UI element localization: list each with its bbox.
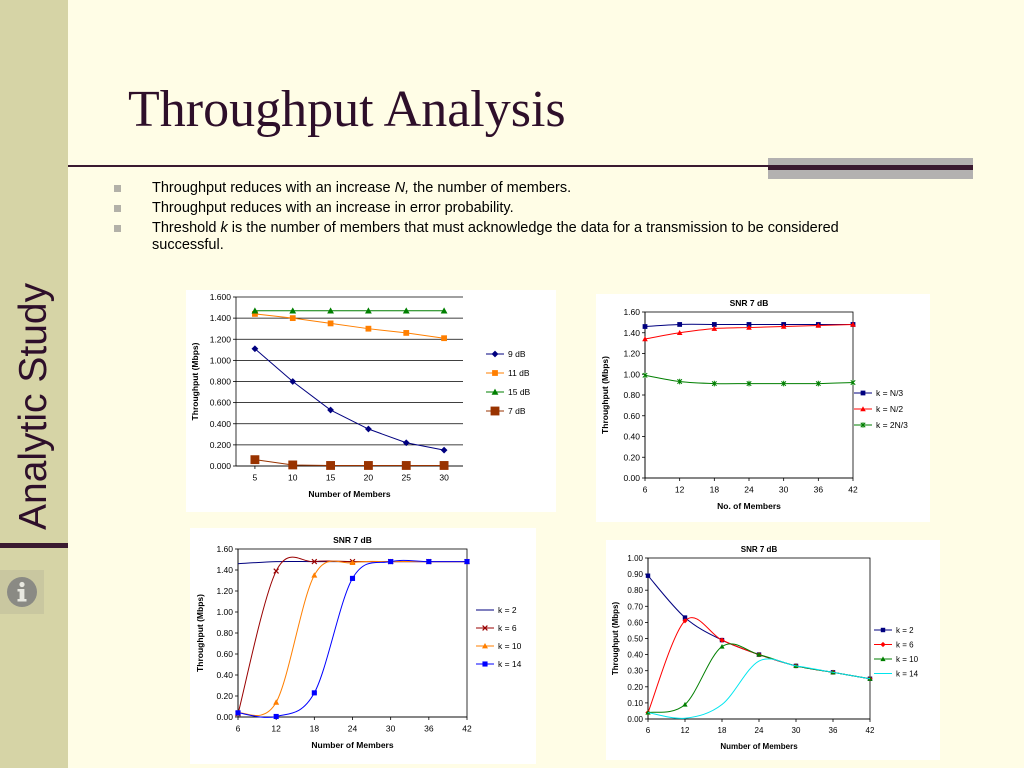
chart-canvas [606,540,940,760]
legend-label: k = 14 [498,659,522,669]
legend-label: 7 dB [508,406,526,416]
data-point [366,326,372,332]
data-point [646,574,650,578]
legend-label: k = 2N/3 [876,420,908,430]
data-point [235,710,240,715]
chart-canvas [186,290,556,512]
legend-label: k = N/2 [876,404,904,414]
y-tick-label: 0.60 [623,410,640,421]
data-point [643,324,648,329]
y-tick-label: 1.20 [623,348,640,359]
x-tick-label: 6 [645,726,651,735]
y-tick-label: 0.40 [623,431,640,442]
x-tick-label: 5 [252,472,258,483]
chart-throughput-vs-members-snr [186,290,556,512]
data-point [441,335,447,341]
chart-snr7-fixed-thresholds-low [606,540,940,760]
y-tick-label: 1.60 [216,544,233,554]
x-tick-label: 10 [288,472,298,483]
y-tick-label: 0.200 [209,439,231,450]
x-tick-label: 15 [325,472,336,483]
legend-label: k = 14 [896,669,919,679]
bullet-text-italic: k [220,220,228,236]
chart-snr7-threshold-ratios [596,294,930,522]
bullet-text: Threshold [152,220,221,236]
x-tick-label: 18 [717,726,727,735]
y-tick-label: 1.00 [216,607,233,617]
data-point [403,330,409,336]
bullet-list [110,180,890,257]
x-tick-label: 24 [347,723,358,734]
y-axis-label: Throughput (Mbps) [600,356,610,434]
y-tick-label: 0.40 [627,650,643,660]
legend-marker [492,370,498,376]
legend-marker [491,407,500,416]
chart-title: SNR 7 dB [333,535,372,545]
legend-label: k = 10 [498,641,522,651]
chart-snr7-fixed-thresholds [190,528,536,764]
y-tick-label: 0.00 [216,712,233,722]
bullet-text-italic: N, [394,180,410,196]
bullet-item [110,180,890,197]
y-tick-label: 0.600 [209,397,231,408]
legend-label: k = N/3 [876,388,904,398]
y-axis-label: Throughput (Mbps) [611,601,620,676]
sidebar-title: Analytic Study [12,282,55,530]
x-tick-label: 42 [462,723,472,734]
x-tick-label: 36 [828,726,838,735]
data-point [326,461,335,470]
x-axis-label: No. of Members [717,501,781,511]
bullet-text: is the number of members that must acknowledge the data for a transmission to be considered successful. [152,220,839,253]
chart-canvas [596,294,930,522]
data-point [440,461,449,470]
x-tick-label: 42 [865,726,875,735]
title-divider-accent [768,167,973,170]
x-tick-label: 6 [235,723,241,734]
y-tick-label: 0.20 [627,682,643,692]
x-tick-label: 20 [363,472,374,483]
y-tick-label: 1.00 [623,369,640,380]
plot-area [645,312,853,478]
y-tick-label: 0.20 [216,691,233,701]
x-tick-label: 30 [778,484,789,495]
x-tick-label: 25 [401,472,411,483]
y-tick-label: 1.40 [216,565,233,575]
legend-label: 15 dB [508,387,531,397]
data-point [388,559,393,564]
y-tick-label: 0.000 [209,461,231,471]
legend-label: k = 6 [498,623,517,633]
y-tick-label: 1.600 [209,292,231,302]
x-axis-label: Number of Members [311,740,394,750]
y-tick-label: 0.40 [216,670,233,680]
plot-area [648,558,870,719]
y-tick-label: 0.30 [627,666,643,676]
x-tick-label: 24 [754,726,764,735]
x-tick-label: 24 [744,484,754,495]
x-tick-label: 12 [680,726,690,735]
y-tick-label: 0.80 [216,628,233,638]
x-axis-label: Number of Members [308,489,391,499]
y-axis-label: Throughput (Mbps) [190,342,200,421]
y-tick-label: 0.70 [627,602,643,612]
legend-label: k = 2 [896,626,914,635]
data-point [328,321,334,327]
data-point [350,576,355,581]
chart-canvas [190,528,536,764]
data-point [312,690,317,695]
data-point [274,714,279,719]
y-tick-label: 0.80 [623,390,640,400]
slide-title: Throughput Analysis [128,81,566,138]
bullet-item [110,200,890,217]
x-tick-label: 18 [709,484,720,495]
y-tick-label: 1.200 [209,334,231,345]
y-tick-label: 1.60 [623,307,640,317]
y-tick-label: 1.400 [209,313,231,324]
data-point [677,322,682,327]
x-tick-label: 6 [642,484,648,495]
legend-marker [881,628,885,632]
x-tick-label: 12 [271,723,281,734]
data-point [426,559,431,564]
bullet-text: Throughput reduces with an increase in error probability. [152,200,514,216]
data-point [250,455,259,464]
data-point [288,461,297,470]
y-tick-label: 0.60 [216,649,233,659]
bullet-item [110,220,890,254]
y-tick-label: 0.10 [627,698,643,708]
y-tick-label: 0.60 [627,618,643,628]
legend-marker [880,642,885,647]
y-tick-label: 0.800 [209,376,231,387]
data-point [290,315,296,321]
info-button[interactable] [0,570,44,614]
y-tick-label: 0.90 [627,570,643,580]
y-tick-label: 0.20 [623,452,640,463]
x-tick-label: 30 [439,472,449,483]
y-tick-label: 0.400 [209,418,231,429]
x-tick-label: 30 [385,723,396,734]
sidebar-accent-bar [0,543,68,548]
data-point [464,559,469,564]
y-tick-label: 1.000 [209,355,231,366]
y-tick-label: 0.50 [627,634,643,644]
x-tick-label: 18 [309,723,320,734]
data-point [402,461,411,470]
legend-label: k = 10 [896,655,919,664]
chart-title: SNR 7 dB [729,298,769,308]
x-tick-label: 36 [424,723,434,734]
legend-label: k = 6 [896,640,914,650]
legend-label: 9 dB [508,349,526,359]
bullet-text: Throughput reduces with an increase [152,180,395,196]
x-tick-label: 12 [674,484,685,495]
legend-label: 11 dB [508,368,530,378]
y-tick-label: 0.00 [623,473,640,483]
y-tick-label: 1.00 [627,554,643,563]
y-tick-label: 0.00 [627,715,643,724]
info-icon [0,570,44,614]
chart-title: SNR 7 dB [740,545,778,554]
legend-marker [492,351,499,358]
y-tick-label: 1.40 [623,327,640,338]
x-tick-label: 30 [791,726,801,735]
plot-area [238,549,467,717]
x-tick-label: 42 [848,484,858,495]
y-axis-label: Throughput (Mbps) [195,594,205,672]
legend-label: k = 2 [498,605,517,615]
x-tick-label: 36 [813,484,824,495]
y-tick-label: 0.80 [627,586,643,596]
bullet-text: the number of members. [409,180,572,196]
legend-marker [482,661,487,666]
legend-marker [861,391,866,396]
y-tick-label: 1.20 [216,586,233,596]
x-axis-label: Number of Members [720,742,798,751]
data-point [364,461,373,470]
